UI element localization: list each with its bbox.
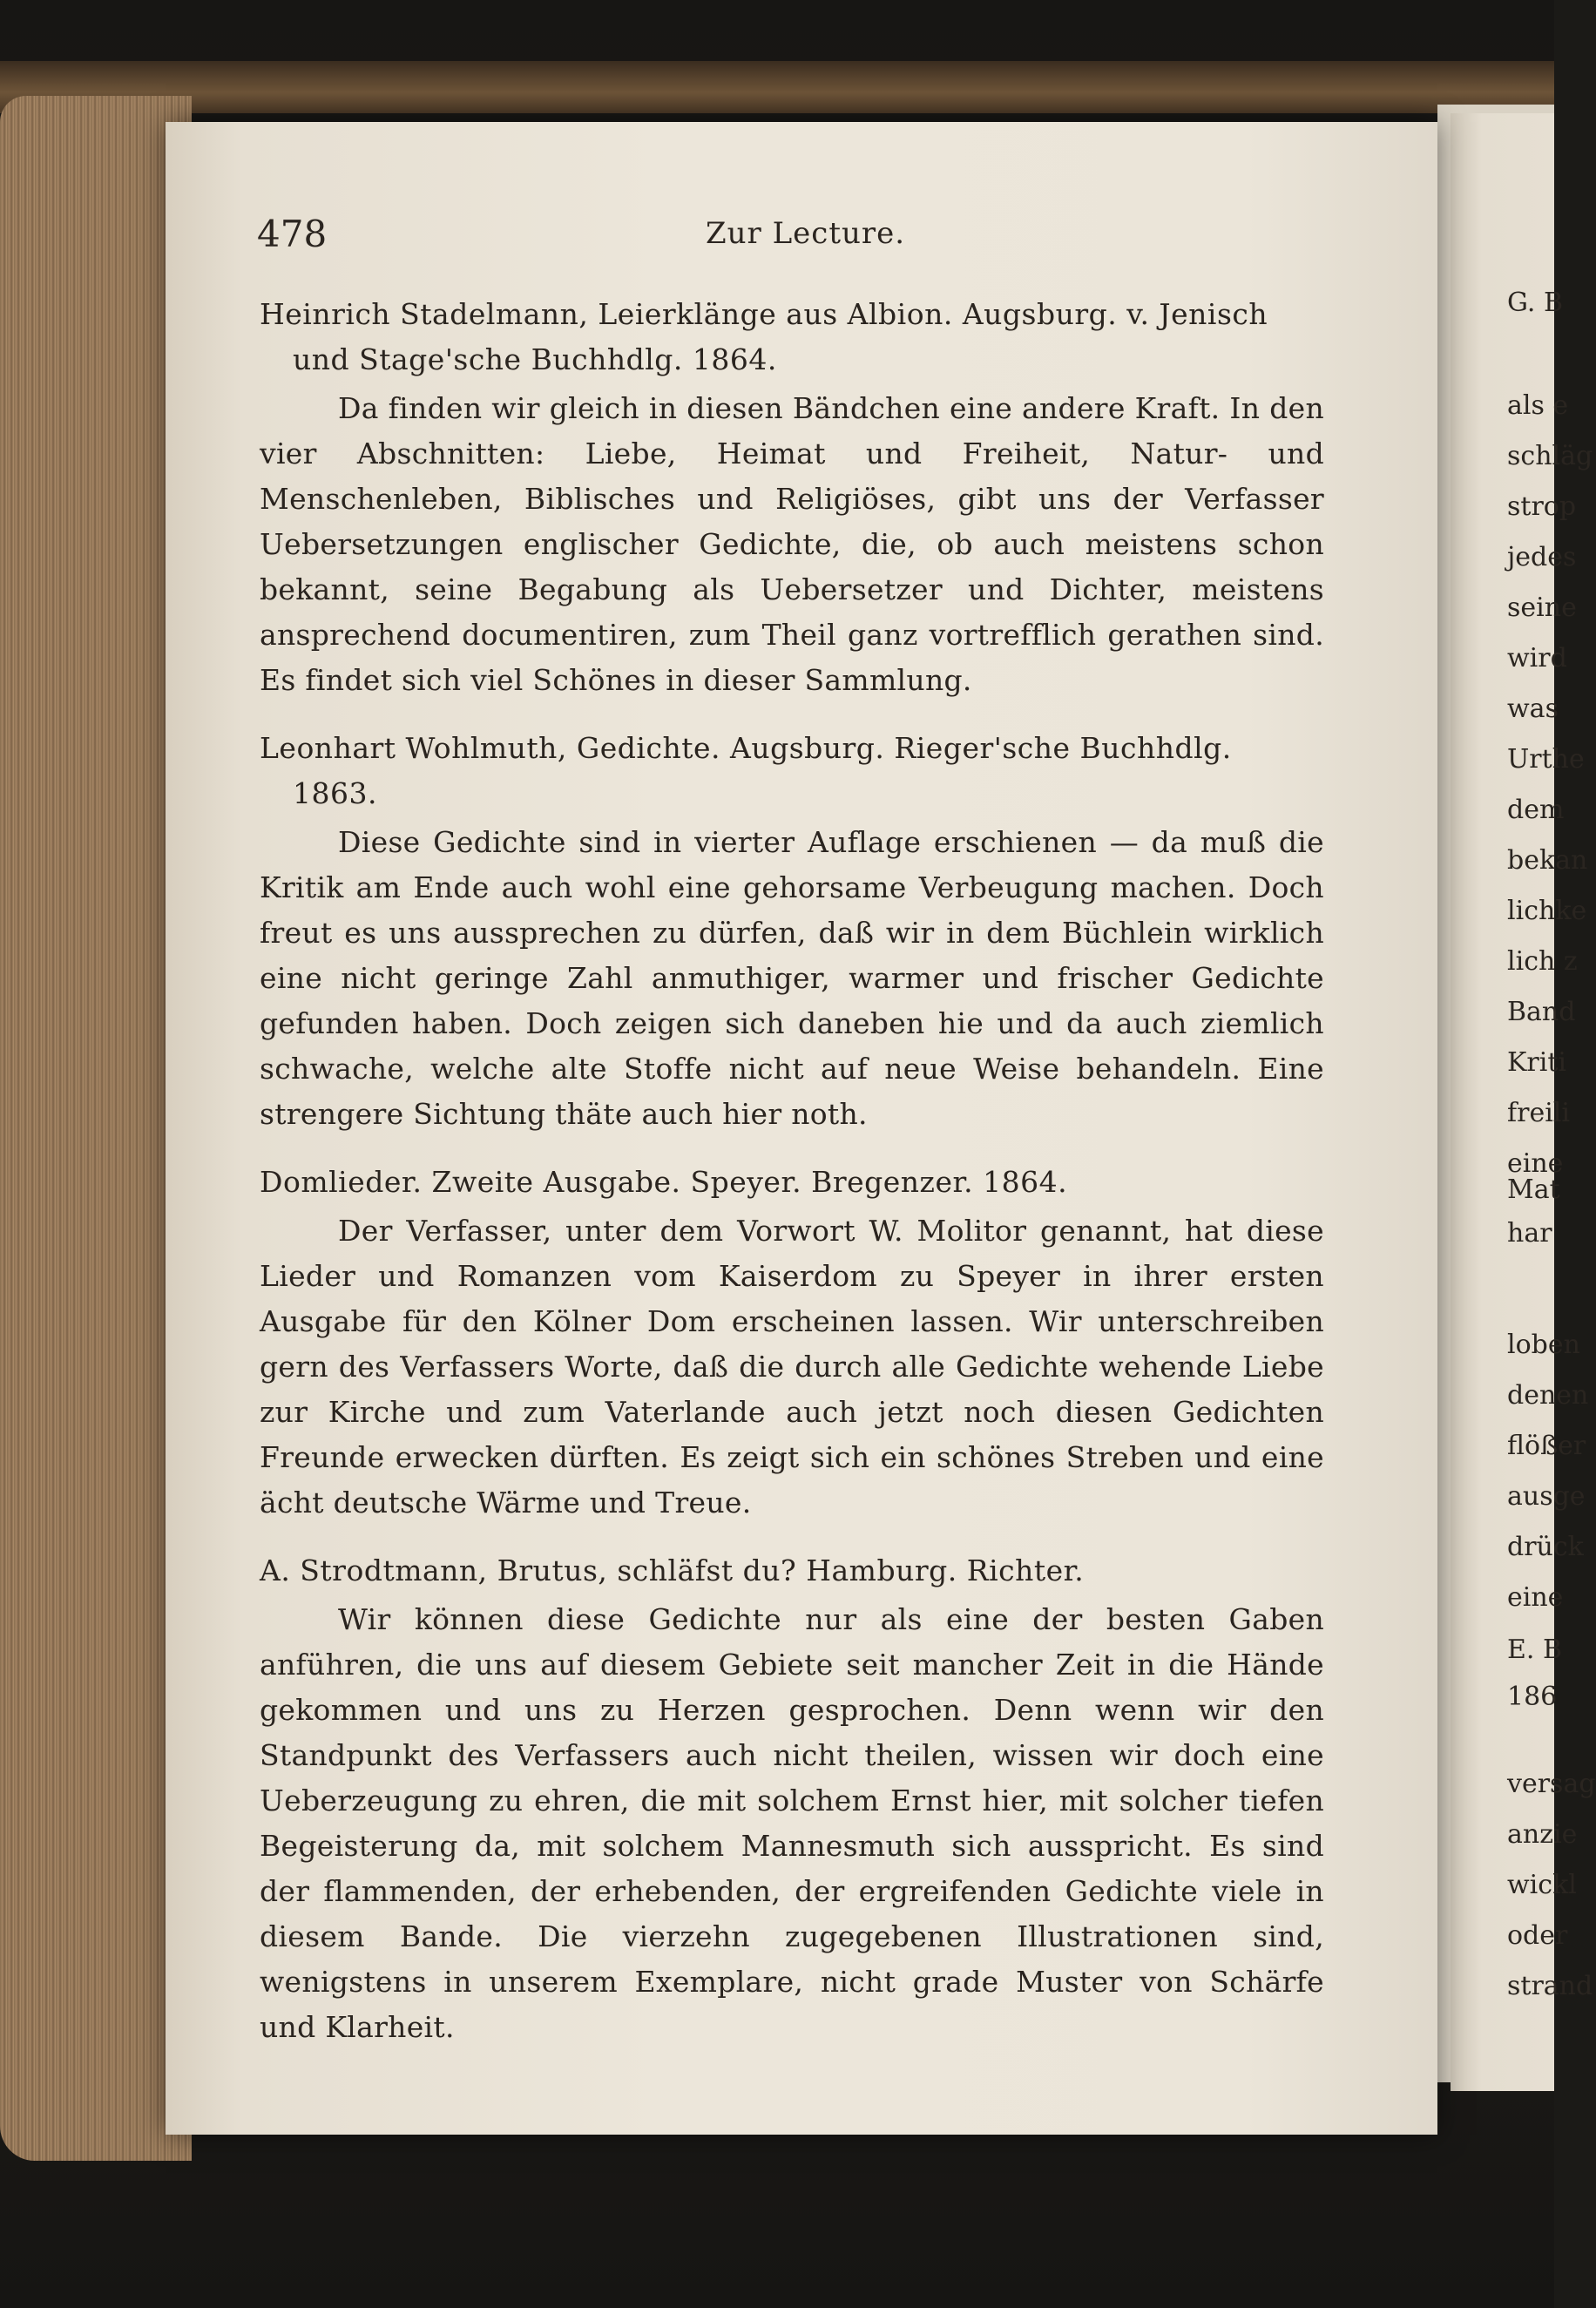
next-page-fragment: 186 xyxy=(1507,1682,1558,1712)
next-page-fragment: oder xyxy=(1507,1920,1568,1951)
entry-body: Diese Gedichte sind in vierter Auflage erschienen — da muß die Kritik am Ende auch wohl eine gehorsame Verbeugung machen. Doch freut es uns aussprechen zu dürfen, daß wir in dem Büchlein wirklich eine nicht geringe Zahl anmuthiger, warmer und frischer Gedichte gefunden haben. Doch zeigen sich daneben hie und da auch ziemlich schwache, welche alte Stoffe nicht auf neue Weise behandeln. Eine strengere Sichtung thäte auch hier noth. xyxy=(260,825,1324,1131)
next-page-fragment: Kriti xyxy=(1507,1047,1566,1078)
next-page-fragment: wird xyxy=(1507,643,1567,673)
review-entry xyxy=(260,726,1324,1137)
page-stack xyxy=(0,96,192,2161)
next-page-fragment: dem xyxy=(1507,795,1565,825)
next-page-fragment: Mat xyxy=(1507,1174,1560,1205)
review-entry xyxy=(260,1548,1324,2050)
next-page-fragment: als e xyxy=(1507,390,1569,421)
next-page-fragment: was xyxy=(1507,694,1559,724)
next-page-fragment: eine xyxy=(1507,1582,1564,1613)
entry-body: Da finden wir gleich in diesen Bändchen eine andere Kraft. In den vier Abschnitten: Liebe, Heimat und Freiheit, Natur- und Menschenleben, Biblisches und Religiöses, gibt uns der Verfasser Uebersetzungen englischer Gedichte, die, ob auch meistens schon bekannt, seine Begabung als Uebersetzer und Dichter, meistens ansprechend documentiren, zum Theil ganz vortrefflich gerathen sind. Es findet sich viel Schönes in dieser Sammlung. xyxy=(260,391,1324,697)
next-page-fragment: jedes xyxy=(1507,542,1577,572)
next-page-fragment: loben xyxy=(1507,1330,1580,1360)
next-page-fragment: schläg xyxy=(1507,441,1593,471)
entry-body: Der Verfasser, unter dem Vorwort W. Molitor genannt, hat diese Lieder und Romanzen vom Kaiserdom zu Speyer in ihrer ersten Ausgabe für den Kölner Dom erscheinen lassen. Wir unterschreiben gern des Verfassers Worte, daß die durch alle Gedichte wehende Liebe zur Kirche und zum Vaterlande auch jetzt noch diesen Gedichten Freunde erwecken dürften. Es zeigt sich ein schönes Streben und eine ächt deutsche Wärme und Treue. xyxy=(260,1214,1324,1519)
review-entry xyxy=(260,1160,1324,1526)
review-entry xyxy=(260,292,1324,703)
next-page-fragment: anzie xyxy=(1507,1819,1578,1850)
next-page-fragment: seine xyxy=(1507,592,1577,623)
next-page-fragment: strop xyxy=(1507,491,1577,522)
next-page-fragment: har xyxy=(1507,1218,1552,1249)
next-page-fragment: ausge xyxy=(1507,1481,1586,1512)
next-page-fragment: wickl xyxy=(1507,1870,1577,1900)
next-page-fragment: G. B xyxy=(1507,288,1564,318)
page-text xyxy=(260,292,1324,2073)
page-header xyxy=(257,213,1337,256)
book-cover-edge xyxy=(0,61,1554,113)
next-page-fragment: Band xyxy=(1507,997,1576,1027)
next-page-fragment: E. B xyxy=(1507,1635,1563,1665)
next-page-fragment: flößer xyxy=(1507,1431,1586,1461)
entry-title: Domlieder. Zweite Ausgabe. Speyer. Bregenzer. 1864. xyxy=(260,1165,1068,1199)
running-title: Zur Lecture. xyxy=(706,216,906,251)
page-number: 478 xyxy=(257,213,328,255)
entry-title: Leonhart Wohlmuth, Gedichte. Augsburg. Rieger'sche Buchhdlg. 1863. xyxy=(260,731,1232,810)
next-page-fragment: versag xyxy=(1507,1769,1596,1799)
next-page-fragment: lich z xyxy=(1507,946,1578,977)
next-page-fragment: freili xyxy=(1507,1098,1570,1128)
next-page-edge xyxy=(1451,113,1596,2091)
next-page-fragment: denen xyxy=(1507,1380,1589,1411)
next-page-fragment: eine xyxy=(1507,1148,1564,1179)
next-page-fragment: drück xyxy=(1507,1532,1584,1562)
entry-title: Heinrich Stadelmann, Leierklänge aus Albion. Augsburg. v. Jenisch und Stage'sche Buchhdlg. 1864. xyxy=(260,297,1268,376)
entry-title: A. Strodtmann, Brutus, schläfst du? Hamburg. Richter. xyxy=(260,1553,1085,1587)
next-page-fragment: lichke xyxy=(1507,896,1587,926)
next-page-fragment: Urthe xyxy=(1507,744,1585,775)
next-page-fragment: bekan xyxy=(1507,845,1588,876)
next-page-fragment: strand xyxy=(1507,1971,1593,2001)
entry-body: Wir können diese Gedichte nur als eine der besten Gaben anführen, die uns auf diesem Gebiete seit mancher Zeit in die Hände gekommen und uns zu Herzen gesprochen. Denn wenn wir den Standpunkt des Verfassers auch nicht theilen, wissen wir doch eine Ueberzeugung zu ehren, die mit solchem Ernst hier, mit solcher tiefen Begeisterung da, mit solchem Mannesmuth sich ausspricht. Es sind der flammenden, der erhebenden, der ergreifenden Gedichte viele in diesem Bande. Die vierzehn zugegebenen Illustrationen sind, wenigstens in unserem Exemplare, nicht grade Muster von Schärfe und Klarheit. xyxy=(260,1602,1324,2044)
